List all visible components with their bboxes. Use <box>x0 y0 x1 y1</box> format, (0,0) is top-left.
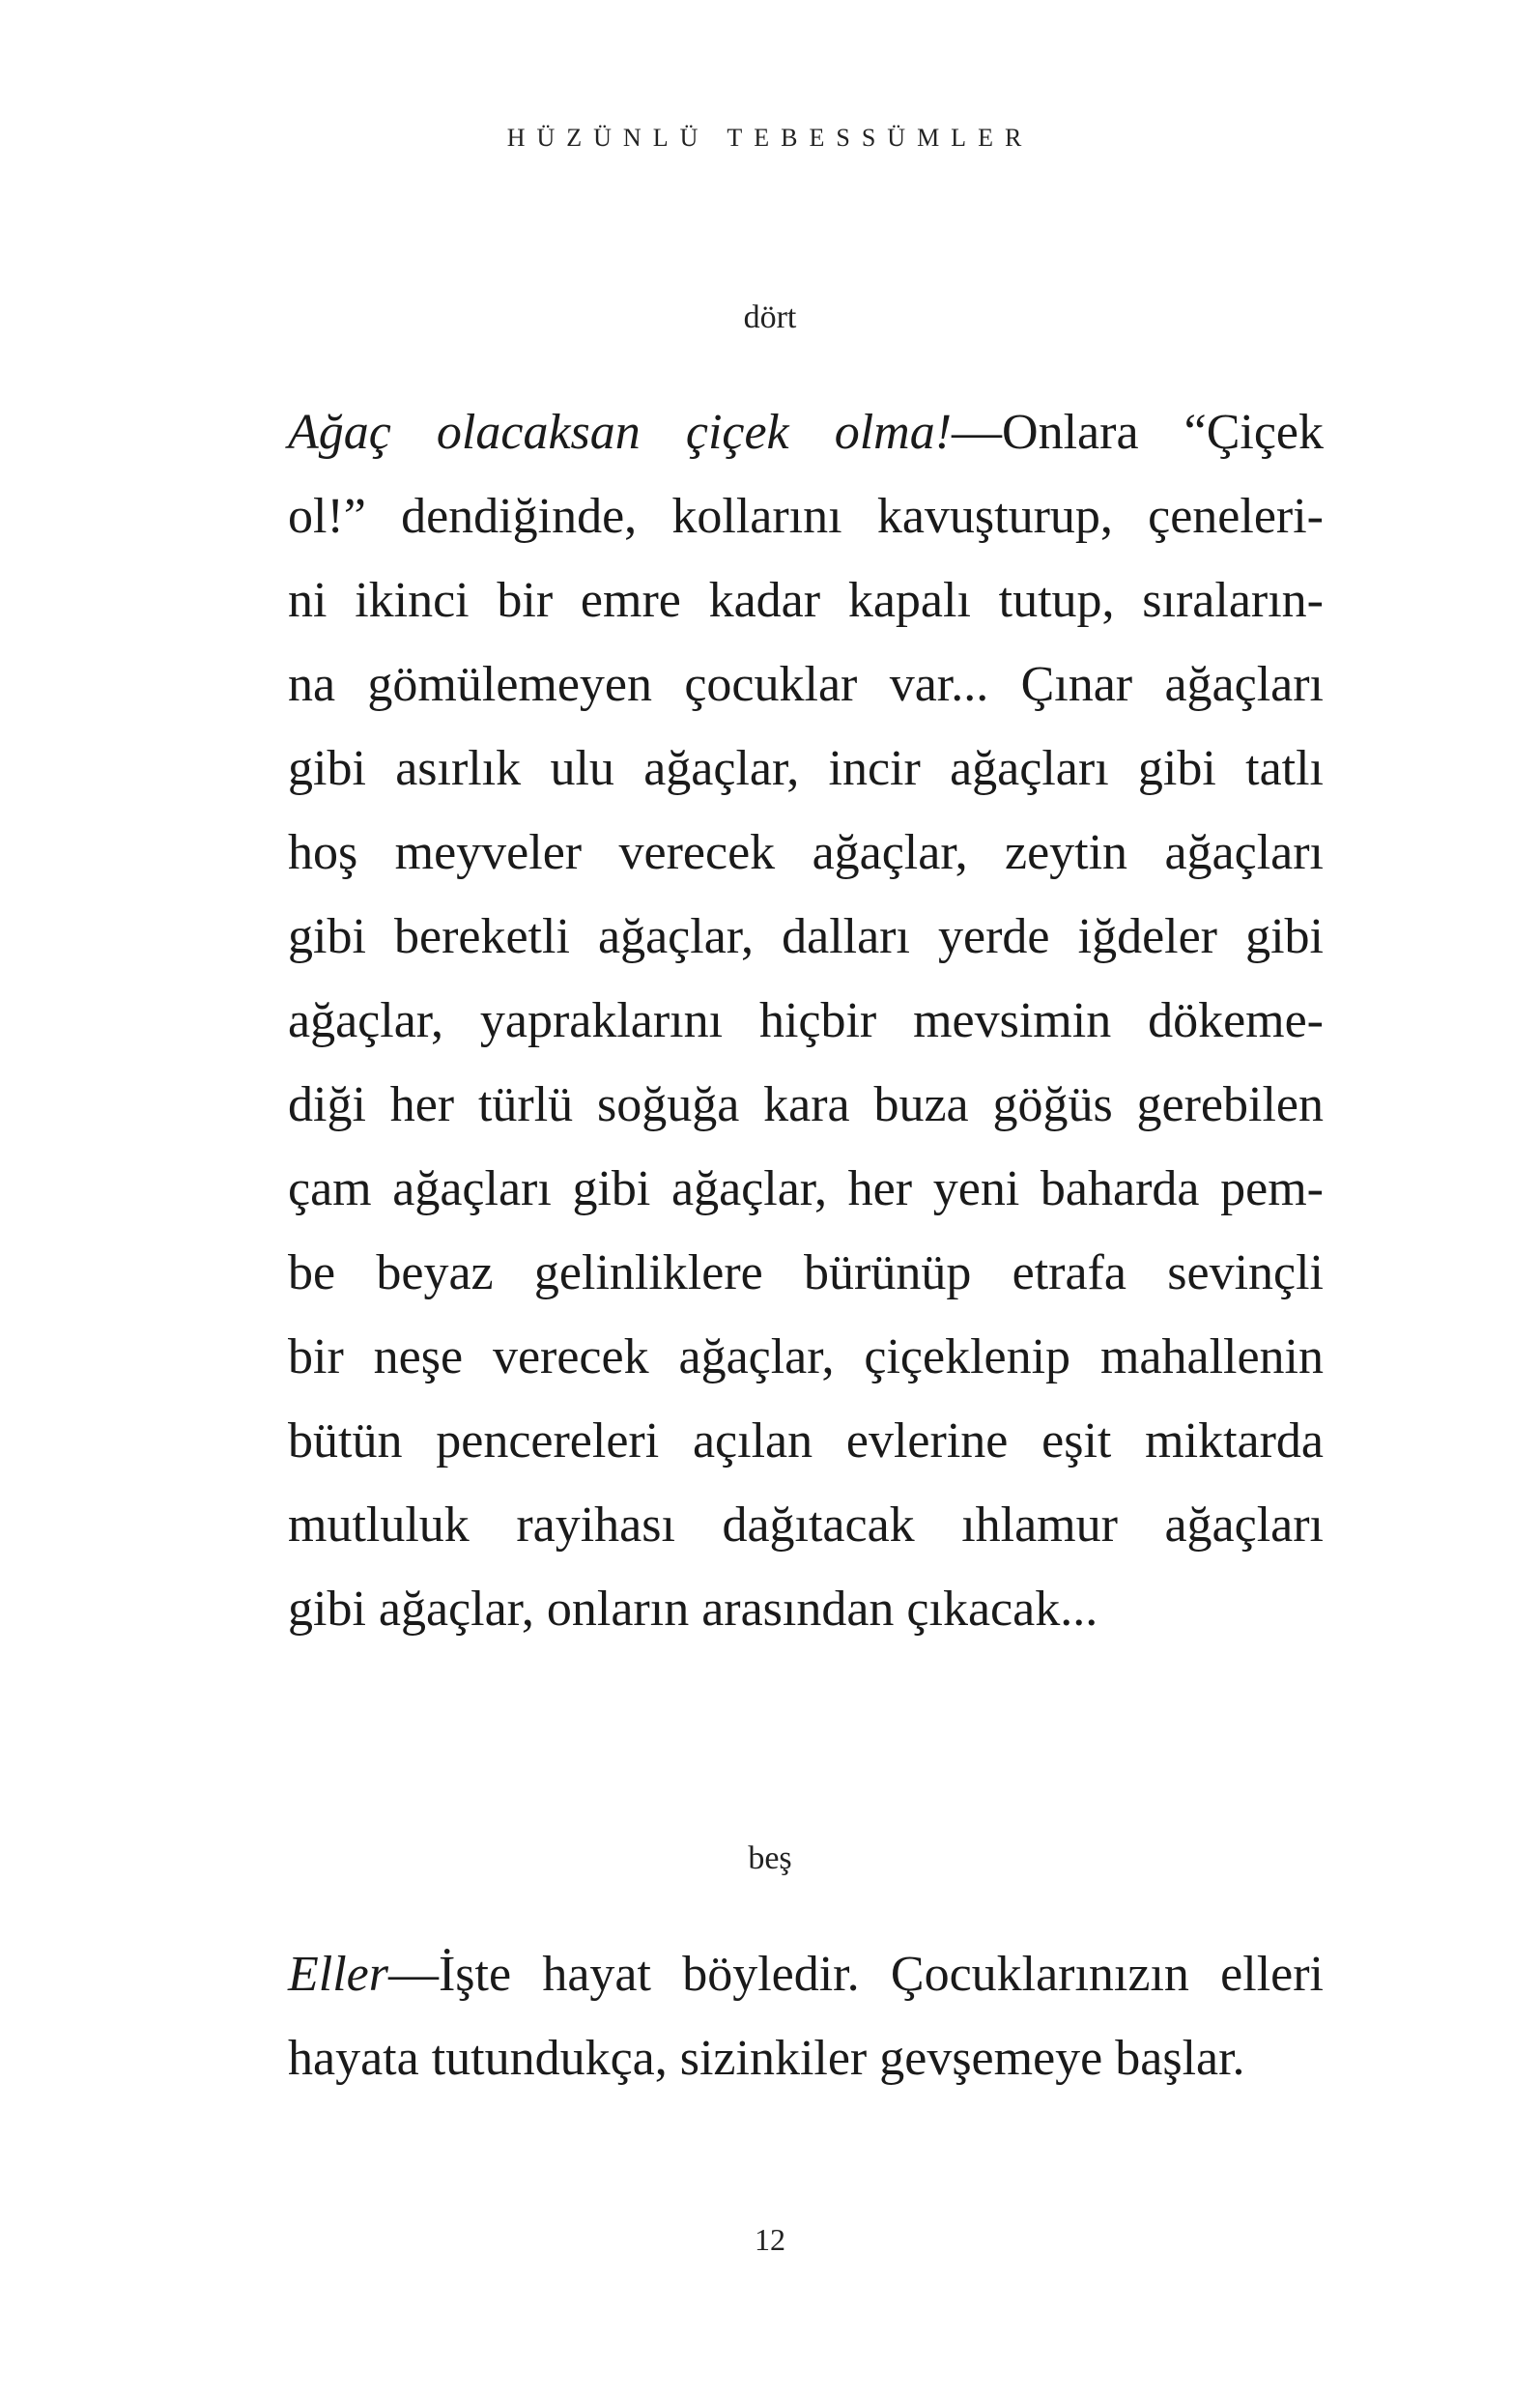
section-title-bes: beş <box>748 1840 792 1876</box>
section-title-dort: dört <box>743 300 797 335</box>
paragraph-dort <box>288 390 1324 1651</box>
page-number: 12 <box>755 2222 785 2257</box>
text-line: diği her türlü soğuğa kara buza göğüs gerebilen <box>288 1077 1324 1132</box>
text-line: be beyaz gelinliklere bürünüp etrafa sevinçli <box>288 1245 1324 1300</box>
text-line: mutluluk rayihası dağıtacak ıhlamur ağaçları <box>288 1498 1324 1553</box>
text-line <box>288 1932 1324 2016</box>
text-line: na gömülemeyen çocuklar var... Çınar ağaçları <box>288 657 1324 712</box>
text-line: gibi asırlık ulu ağaçlar, incir ağaçları gibi tatlı <box>288 741 1324 796</box>
text-line: çam ağaçları gibi ağaçlar, her yeni baharda pem- <box>288 1161 1324 1216</box>
running-head: HÜZÜNLÜ TEBESSÜMLER <box>506 124 1034 152</box>
paragraph-bes <box>288 1932 1324 2100</box>
text-line: gibi bereketli ağaçlar, dalları yerde iğdeler gibi <box>288 909 1324 964</box>
text-line: bütün pencereleri açılan evlerine eşit miktarda <box>288 1413 1324 1469</box>
text-line <box>288 390 1324 474</box>
text-line: ol!” dendiğinde, kollarını kavuşturup, çeneleri- <box>288 489 1324 544</box>
text-line: gibi ağaçlar, onların arasından çıkacak... <box>288 1582 1098 1637</box>
text-line: ağaçlar, yapraklarını hiçbir mevsimin dökeme- <box>288 993 1324 1048</box>
text-line: hoş meyveler verecek ağaçlar, zeytin ağaçları <box>288 825 1324 880</box>
italic-lead: Eller <box>288 1947 388 2002</box>
line-text: —Onlara “Çiçek <box>952 405 1324 460</box>
italic-lead: Ağaç olacaksan çiçek olma! <box>288 405 953 460</box>
text-line: ni ikinci bir emre kadar kapalı tutup, sıraların- <box>288 573 1324 628</box>
text-line: bir neşe verecek ağaçlar, çiçeklenip mahallenin <box>288 1329 1324 1384</box>
line-text: —İşte hayat böyledir. Çocuklarınızın elleri <box>387 1947 1324 2002</box>
text-line: hayata tutundukça, sizinkiler gevşemeye başlar. <box>288 2031 1245 2086</box>
